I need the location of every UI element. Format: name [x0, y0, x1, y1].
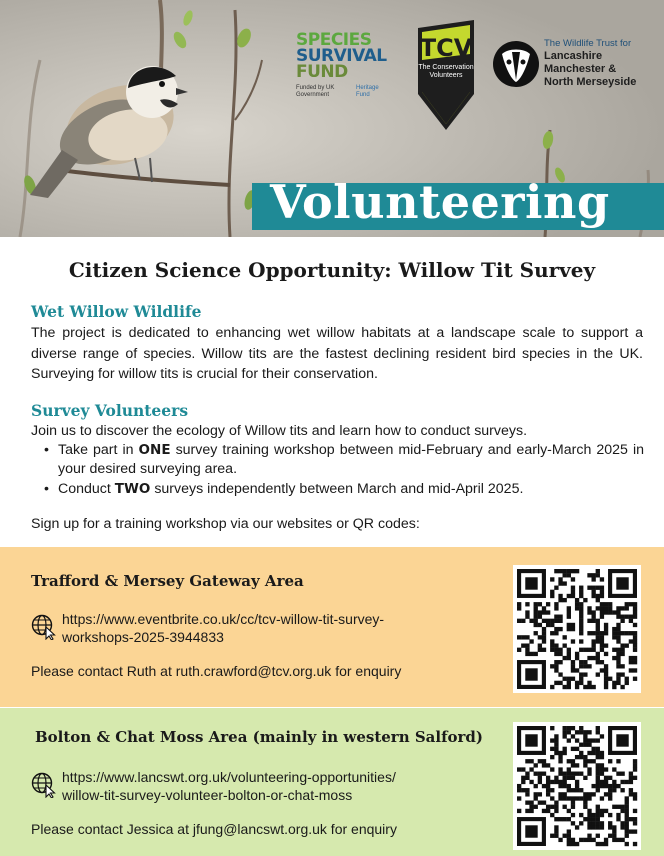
bullet2-pre: Conduct: [58, 481, 115, 497]
globe-cursor-icon: [31, 614, 57, 640]
banner-title: Volunteering: [270, 175, 610, 229]
area-title-trafford: Trafford & Mersey Gateway Area: [31, 572, 304, 590]
bullet-workshop: [41, 441, 644, 479]
link-row-bolton[interactable]: [31, 768, 396, 804]
heading-wet-willow: Wet Willow Wildlife: [31, 302, 202, 321]
tcv-full: The Conservation Volunteers: [418, 64, 474, 79]
wt-line4: North Merseyside: [544, 76, 637, 88]
heading-survey-volunteers: Survey Volunteers: [31, 401, 189, 420]
link-bolton[interactable]: [62, 768, 396, 804]
link-bolton-line1[interactable]: https://www.lancswt.org.uk/volunteering-opportunities/: [62, 769, 396, 785]
bullet1-bold: ONE: [138, 442, 171, 458]
bullet-surveys: [41, 480, 644, 499]
link-bolton-line2[interactable]: willow-tit-survey-volunteer-bolton-or-chat-moss: [62, 787, 353, 803]
link-trafford-line2[interactable]: workshops-2025-3944833: [62, 629, 224, 645]
wt-line3: Manchester &: [544, 63, 617, 75]
survey-bullets: [41, 441, 644, 500]
page-title: Citizen Science Opportunity: Willow Tit Survey: [68, 258, 596, 282]
signup-text: Sign up for a training workshop via our websites or QR codes:: [31, 516, 420, 532]
area-box-bolton: [0, 708, 664, 856]
tcv-logo: [414, 20, 478, 132]
wet-willow-body: The project is dedicated to enhancing wet willow habitats at a landscape scale to support a diverse range of species. Willow tits are the fastest declining resident bird species in the UK. Surveying for willow tits is crucial for their conservation.: [31, 325, 643, 382]
bullet1-pre: Take part in: [58, 442, 139, 458]
qr-code-trafford[interactable]: [513, 565, 641, 693]
globe-cursor-icon: [31, 772, 57, 798]
badger-icon: [492, 40, 540, 88]
area-title-bolton: Bolton & Chat Moss Area (mainly in western Salford): [35, 728, 484, 746]
species-survival-fund-logo: [296, 32, 404, 99]
link-trafford[interactable]: [62, 610, 384, 646]
hero-image: [0, 0, 664, 237]
area-box-trafford: [0, 547, 664, 707]
survey-intro: Join us to discover the ecology of Willow tits and learn how to conduct surveys.: [31, 423, 528, 439]
wt-line1: The Wildlife Trust for: [544, 38, 632, 49]
wt-line2: Lancashire: [544, 50, 603, 62]
ssf-line1: SPECIES: [296, 30, 372, 50]
ssf-heritage-text: Heritage Fund: [356, 85, 379, 98]
contact-bolton: Please contact Jessica at jfung@lancswt.org.uk for enquiry: [31, 821, 397, 837]
link-trafford-line1[interactable]: https://www.eventbrite.co.uk/cc/tcv-willow-tit-survey-: [62, 611, 385, 627]
tcv-short: TCV: [419, 34, 473, 62]
ssf-line3: FUND: [296, 62, 348, 82]
bullet2-post: surveys independently between March and mid-April 2025.: [150, 481, 524, 497]
ssf-line2: SURVIVAL: [296, 46, 387, 66]
bullet1-post: survey training workshop between mid-February and early-March 2025 in your desired surveying area.: [58, 442, 644, 477]
qr-code-bolton[interactable]: [513, 722, 641, 850]
wildlife-trust-logo: [492, 38, 660, 92]
link-row-trafford[interactable]: [31, 610, 384, 646]
contact-trafford: Please contact Ruth at ruth.crawford@tcv.org.uk for enquiry: [31, 663, 402, 679]
ssf-funded-text: Funded by UK Government: [296, 85, 335, 98]
bullet2-bold: TWO: [114, 481, 151, 497]
